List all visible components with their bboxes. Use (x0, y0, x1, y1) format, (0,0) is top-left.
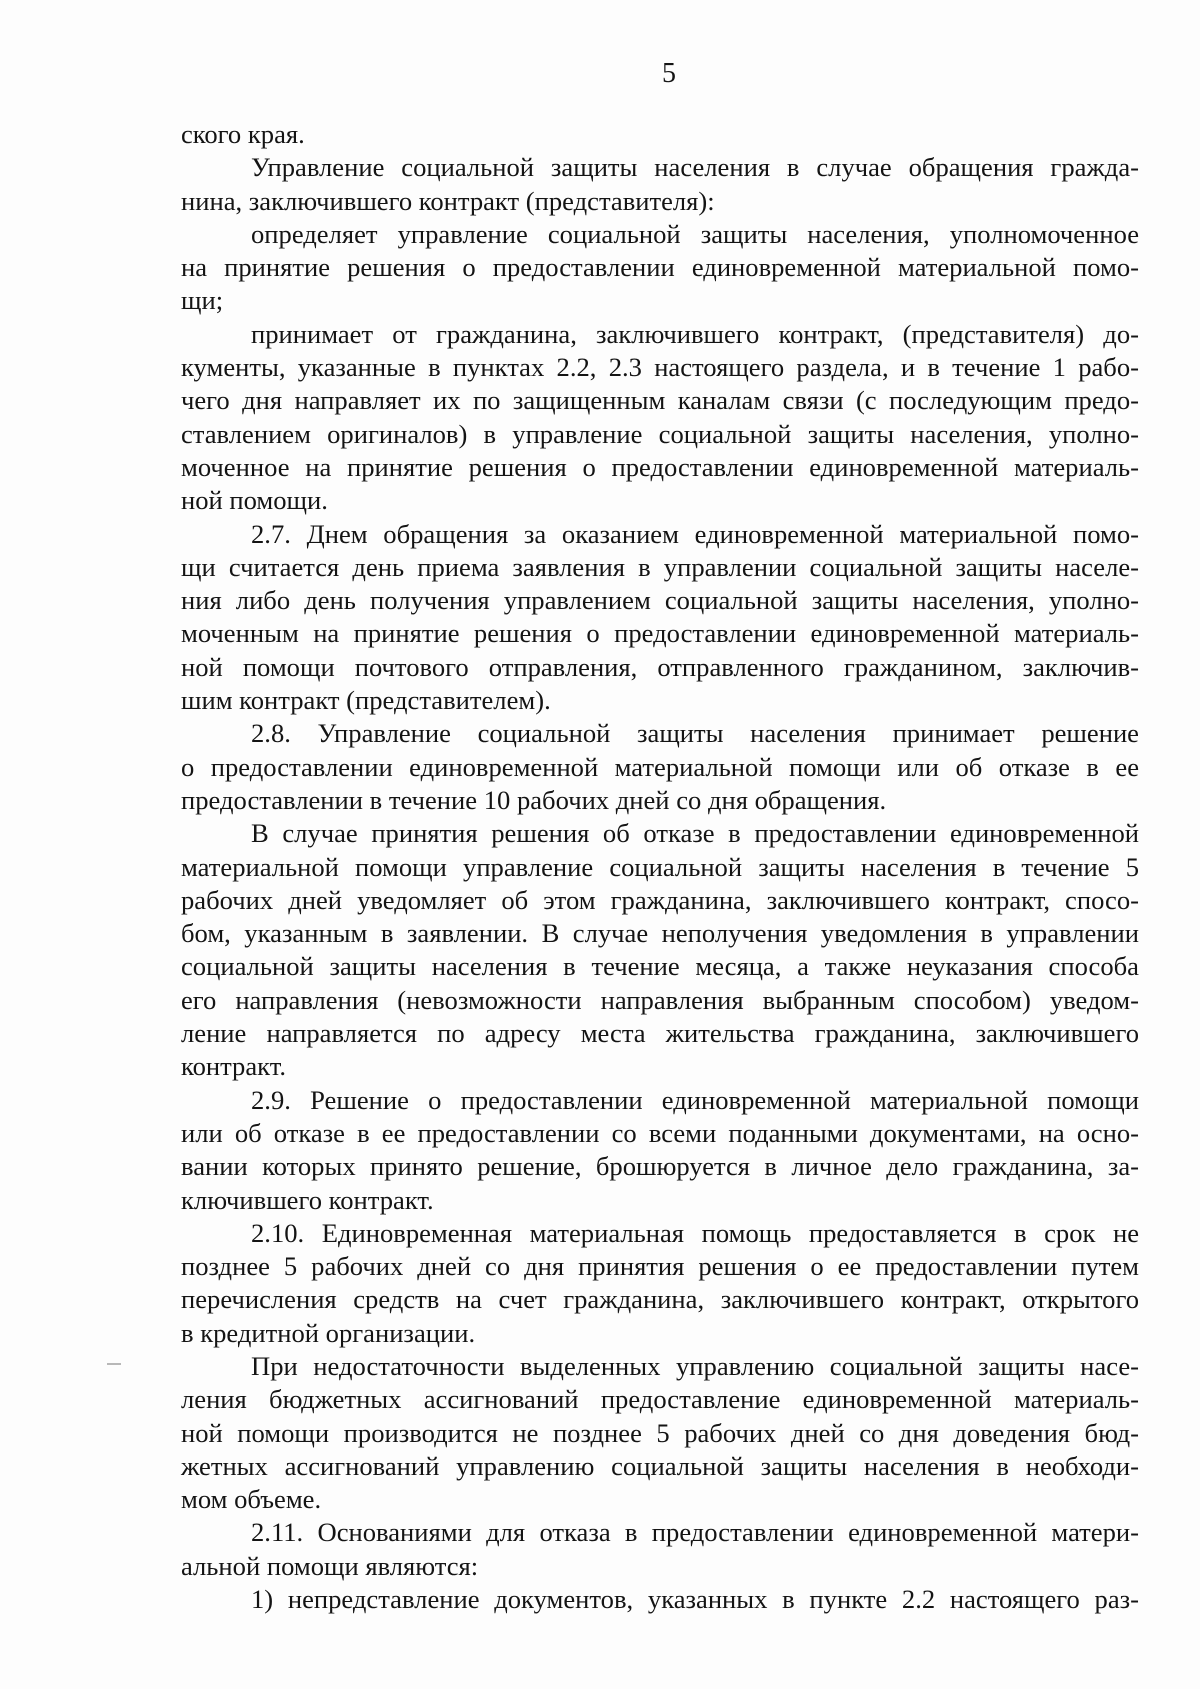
text-line: ского края. (181, 119, 305, 149)
text-line: ление направляется по адресу места жительства гражданина, заключившего (181, 1018, 1139, 1049)
text-line: вании которых принято решение, брошюруется в личное дело гражданина, за- (181, 1151, 1139, 1182)
text-line: ставлением оригиналов) в управление социальной защиты населения, уполно- (181, 418, 1139, 449)
text-line: ния либо день получения управлением социальной защиты населения, уполно- (181, 585, 1139, 616)
text-line: щи; (181, 285, 224, 316)
text-line: перечисления средств на счет гражданина, заключившего контракт, открытого (181, 1284, 1139, 1315)
text-line: моченное на принятие решения о предоставлении единовременной материаль- (181, 451, 1139, 482)
text-line: жетных ассигнований управлению социальной защиты населения в необходи- (181, 1450, 1139, 1481)
text-line: предоставлении в течение 10 рабочих дней со дня обращения. (181, 784, 887, 815)
text-line: контракт. (181, 1051, 286, 1082)
text-line: или об отказе в ее предоставлении со всеми поданными документами, на осно- (181, 1117, 1139, 1148)
document-body (181, 118, 1139, 1616)
text-line: социальной защиты населения в течение месяца, а также неуказания способа (181, 951, 1139, 982)
text-line: в кредитной организации. (181, 1317, 476, 1348)
text-line: 1) непредставление документов, указанных в пункте 2.2 настоящего раз- (251, 1584, 1139, 1615)
text-line: ной помощи. (181, 485, 328, 516)
text-line: 2.8. Управление социальной защиты населения принимает решение (251, 718, 1139, 749)
text-line: шим контракт (представителем). (181, 685, 551, 716)
text-line: ления бюджетных ассигнований предоставление единовременной материаль- (181, 1384, 1139, 1415)
text-line: ключившего контракт. (181, 1184, 434, 1215)
text-line: ной помощи производится не позднее 5 рабочих дней со дня доведения бюд- (181, 1417, 1139, 1448)
text-line: нина, заключившего контракт (представителя): (181, 185, 715, 216)
text-line: определяет управление социальной защиты населения, уполномоченное (251, 218, 1139, 249)
text-line: принимает от гражданина, заключившего контракт, (представителя) до- (251, 318, 1139, 349)
text-line: 2.11. Основаниями для отказа в предоставлении единовременной матери- (251, 1517, 1139, 1548)
text-line: кументы, указанные в пунктах 2.2, 2.3 настоящего раздела, и в течение 1 рабо- (181, 352, 1139, 383)
text-line: 2.10. Единовременная материальная помощь предоставляется в срок не (251, 1217, 1139, 1248)
text-line: о предоставлении единовременной материальной помощи или об отказе в ее (181, 751, 1139, 782)
text-line: Управление социальной защиты населения в случае обращения гражда- (251, 152, 1139, 183)
text-line: В случае принятия решения об отказе в предоставлении единовременной (251, 818, 1139, 849)
text-line: мом объеме. (181, 1484, 322, 1515)
text-line: позднее 5 рабочих дней со дня принятия решения о ее предоставлении путем (181, 1251, 1139, 1282)
scan-mark (107, 1363, 121, 1365)
text-line: материальной помощи управление социальной защиты населения в течение 5 (181, 851, 1139, 882)
text-line: его направления (невозможности направления выбранным способом) уведом- (181, 984, 1139, 1015)
text-line: бом, указанным в заявлении. В случае неполучения уведомления в управлении (181, 918, 1139, 949)
text-line: щи считается день приема заявления в управлении социальной защиты населе- (181, 551, 1139, 582)
text-line: чего дня направляет их по защищенным каналам связи (с последующим предо- (181, 385, 1139, 416)
text-line: моченным на принятие решения о предоставлении единовременной материаль- (181, 618, 1139, 649)
text-line: ной помощи почтового отправления, отправленного гражданином, заключив- (181, 651, 1139, 682)
text-line: альной помощи являются: (181, 1550, 479, 1581)
text-line: рабочих дней уведомляет об этом гражданина, заключившего контракт, спосо- (181, 884, 1139, 915)
text-line: 2.7. Днем обращения за оказанием единовременной материальной помо- (251, 518, 1139, 549)
text-line: на принятие решения о предоставлении единовременной материальной помо- (181, 252, 1139, 283)
text-line: 2.9. Решение о предоставлении единовременной материальной помощи (251, 1084, 1139, 1115)
text-line: При недостаточности выделенных управлению социальной защиты насе- (251, 1350, 1139, 1381)
page-number: 5 (662, 58, 676, 89)
